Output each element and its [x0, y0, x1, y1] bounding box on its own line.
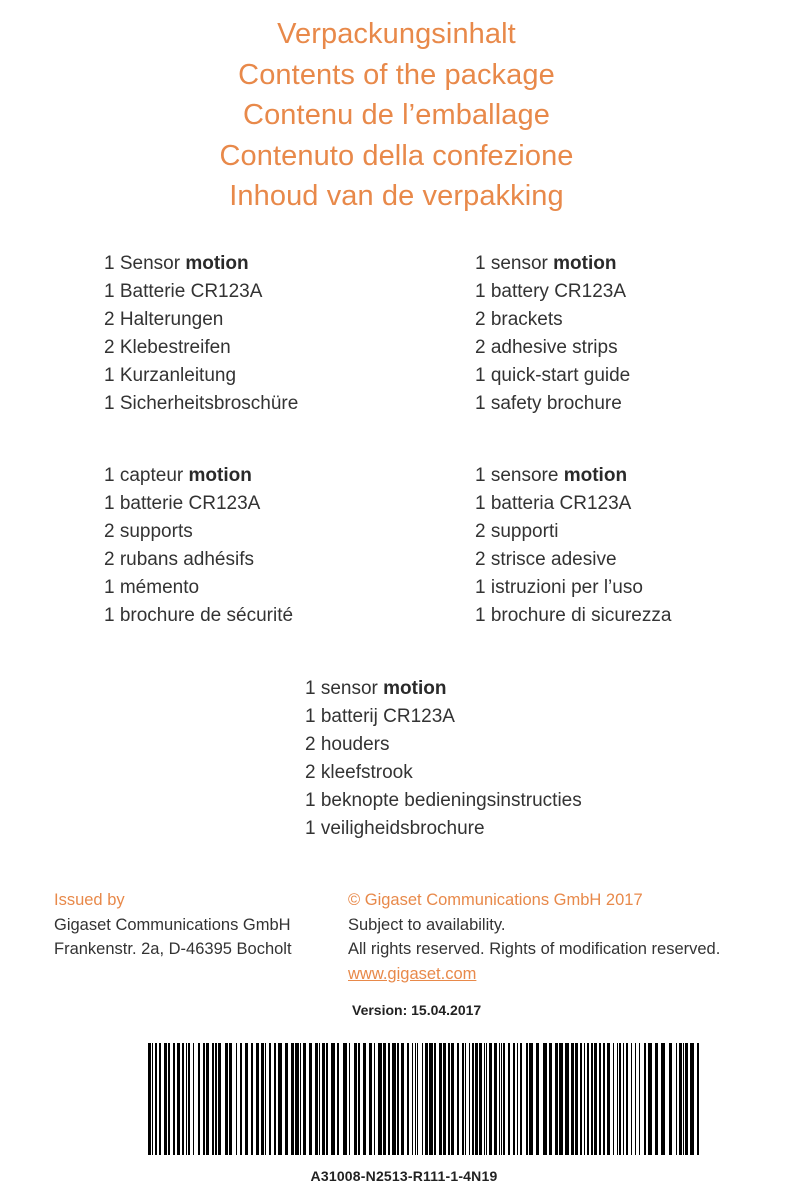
barcode-bar [429, 1043, 433, 1155]
list-item: 1 brochure de sécurité [104, 605, 294, 626]
barcode-bar [517, 1043, 518, 1155]
barcode-bar [443, 1043, 446, 1155]
barcode-bar [383, 1043, 386, 1155]
barcode-bar [164, 1043, 167, 1155]
list-item: 2 strisce adesive [475, 549, 617, 570]
barcode-bar [363, 1043, 366, 1155]
barcode-bar [300, 1043, 301, 1155]
barcode-bar [501, 1043, 502, 1155]
barcode-bar [315, 1043, 318, 1155]
list-item: 1 sensor motion [475, 253, 617, 274]
barcode-bar [631, 1043, 632, 1155]
list-item: 1 Batterie CR123A [104, 281, 263, 302]
contents-list-dutch [305, 675, 582, 843]
barcode-bar [648, 1043, 652, 1155]
version-label: Version: 15.04.2017 [352, 1002, 482, 1018]
barcode-bar [587, 1043, 589, 1155]
barcode-bar [623, 1043, 624, 1155]
barcode-bar [274, 1043, 276, 1155]
barcode-bar [513, 1043, 515, 1155]
barcode-bar [536, 1043, 539, 1155]
barcode-bar [354, 1043, 357, 1155]
barcode-bar [451, 1043, 454, 1155]
barcode-bar [559, 1043, 563, 1155]
barcode-bar [503, 1043, 505, 1155]
barcode-bar [679, 1043, 682, 1155]
barcode-bar [285, 1043, 288, 1155]
barcode-bar [251, 1043, 253, 1155]
barcode-bar [520, 1043, 522, 1155]
barcode-bar [685, 1043, 688, 1155]
barcode-bar [591, 1043, 593, 1155]
barcode-bar [319, 1043, 320, 1155]
list-item: 1 brochure di sicurezza [475, 605, 672, 626]
barcode-bar [229, 1043, 232, 1155]
barcode-bar [278, 1043, 282, 1155]
barcode-bar [644, 1043, 646, 1155]
barcode-bar [448, 1043, 450, 1155]
barcode-bar [401, 1043, 404, 1155]
list-item: 2 Klebestreifen [104, 337, 231, 358]
barcode-bar [193, 1043, 194, 1155]
barcode-bar [690, 1043, 694, 1155]
list-item: 1 istruzioni per l’uso [475, 577, 643, 598]
barcode-bar [499, 1043, 500, 1155]
barcode-bar [465, 1043, 466, 1155]
barcode-bar [603, 1043, 605, 1155]
barcode-bar [378, 1043, 382, 1155]
barcode-bar [434, 1043, 436, 1155]
list-item: 2 houders [305, 734, 390, 755]
barcode-bar [291, 1043, 294, 1155]
barcode-bar [218, 1043, 221, 1155]
list-item: 1 Kurzanleitung [104, 365, 237, 386]
barcode-bar [240, 1043, 242, 1155]
barcode-bar [349, 1043, 350, 1155]
barcode-bar [613, 1043, 614, 1155]
list-item: 2 kleefstrook [305, 762, 413, 783]
barcode-bar [322, 1043, 325, 1155]
barcode-bar [599, 1043, 601, 1155]
barcode-bar [203, 1043, 205, 1155]
barcode-bar [607, 1043, 610, 1155]
barcode-bar [555, 1043, 558, 1155]
barcode-bar [484, 1043, 485, 1155]
barcode-bar [565, 1043, 569, 1155]
barcode-bar [374, 1043, 375, 1155]
barcode-bar [186, 1043, 187, 1155]
barcode-bar [584, 1043, 585, 1155]
barcode-bar [265, 1043, 266, 1155]
barcode-bar [392, 1043, 396, 1155]
barcode-bar [571, 1043, 574, 1155]
list-item: 1 veiligheidsbrochure [305, 818, 485, 839]
list-item: 1 batteria CR123A [475, 493, 632, 514]
barcode-bar [388, 1043, 390, 1155]
barcode-bar [526, 1043, 528, 1155]
barcode-bar [462, 1043, 464, 1155]
title-it: Contenuto della confezione [219, 139, 574, 172]
rights-text: All rights reserved. Rights of modification reserved. [348, 940, 721, 958]
barcode-bar [669, 1043, 672, 1155]
barcode-bar [206, 1043, 209, 1155]
barcode-bar [529, 1043, 533, 1155]
availability-text: Subject to availability. [348, 915, 506, 934]
barcode-bar [225, 1043, 228, 1155]
barcode-bar [182, 1043, 184, 1155]
title-nl: Inhoud van de verpakking [229, 180, 564, 212]
barcode-bar [261, 1043, 264, 1155]
barcode-bar [148, 1043, 151, 1155]
barcode-bar [472, 1043, 474, 1155]
contents-list-german [104, 250, 298, 418]
issuer-address: Frankenstr. 2a, D-46395 Bocholt [54, 940, 292, 958]
website-link[interactable]: www.gigaset.com [348, 964, 477, 983]
barcode-bar [655, 1043, 658, 1155]
barcode-bar [697, 1043, 699, 1155]
list-item: 2 supporti [475, 521, 559, 542]
barcode-bar [407, 1043, 409, 1155]
list-item: 1 batterie CR123A [104, 493, 261, 514]
list-item: 2 adhesive strips [475, 337, 618, 358]
barcode-bar [489, 1043, 492, 1155]
barcode-bar [331, 1043, 335, 1155]
barcode-bar [256, 1043, 259, 1155]
package-contents-titles [0, 14, 793, 217]
barcode-bar [415, 1043, 416, 1155]
title-en: Contents of the package [238, 58, 555, 91]
barcode-bar [676, 1043, 677, 1155]
barcode-bar [494, 1043, 497, 1155]
barcode-bar [422, 1043, 423, 1155]
issuer-name: Gigaset Communications GmbH [54, 915, 291, 934]
list-item: 1 Sicherheitsbroschüre [104, 393, 299, 414]
list-item: 1 safety brochure [475, 393, 622, 414]
barcode-bar [177, 1043, 180, 1155]
barcode-bar [343, 1043, 347, 1155]
barcode-bar [580, 1043, 582, 1155]
list-item: 1 sensore motion [475, 465, 628, 486]
contents-list-english [475, 250, 630, 418]
barcode-bar [594, 1043, 597, 1155]
list-item: 1 quick-start guide [475, 365, 631, 386]
list-item: 2 brackets [475, 309, 563, 330]
barcode-bar [475, 1043, 478, 1155]
barcode-bar [245, 1043, 248, 1155]
barcode-bar [635, 1043, 636, 1155]
barcode-bar [303, 1043, 306, 1155]
barcode-bar [639, 1043, 640, 1155]
barcode-bar [425, 1043, 428, 1155]
barcode-bar [337, 1043, 339, 1155]
list-item: 2 rubans adhésifs [104, 549, 254, 570]
contents-list-french [104, 462, 293, 630]
barcode-number: A31008-N2513-R111-1-4N19 [310, 1168, 498, 1184]
issuer-block [54, 888, 292, 962]
barcode-bar [212, 1043, 214, 1155]
barcode-bar [358, 1043, 360, 1155]
copyright-block [348, 888, 720, 986]
barcode-bar [188, 1043, 190, 1155]
barcode-bar [198, 1043, 200, 1155]
barcode-bar [617, 1043, 618, 1155]
barcode-bar [619, 1043, 621, 1155]
barcode-bar [575, 1043, 578, 1155]
barcode [148, 1043, 699, 1155]
list-item: 2 Halterungen [104, 309, 224, 330]
barcode-bar [479, 1043, 482, 1155]
barcode-bar [152, 1043, 153, 1155]
title-fr: Contenu de l’emballage [243, 99, 550, 131]
barcode-bar [155, 1043, 157, 1155]
list-item: 1 battery CR123A [475, 281, 627, 302]
barcode-bar [417, 1043, 418, 1155]
issued-by-label: Issued by [54, 891, 125, 909]
list-item: 2 supports [104, 521, 193, 542]
barcode-bar [412, 1043, 413, 1155]
barcode-bar [469, 1043, 470, 1155]
barcode-bar [159, 1043, 161, 1155]
barcode-bar [683, 1043, 684, 1155]
barcode-bar [508, 1043, 510, 1155]
barcode-bar [215, 1043, 217, 1155]
barcode-bar [168, 1043, 170, 1155]
barcode-bar [549, 1043, 552, 1155]
barcode-bar [457, 1043, 459, 1155]
barcode-bar [369, 1043, 372, 1155]
barcode-bar [486, 1043, 487, 1155]
list-item: 1 mémento [104, 577, 200, 598]
list-item: 1 beknopte bedieningsinstructies [305, 790, 582, 811]
title-de: Verpackungsinhalt [277, 18, 516, 50]
barcode-bar [543, 1043, 547, 1155]
barcode-bar [326, 1043, 328, 1155]
contents-list-italian [475, 462, 671, 630]
barcode-bar [309, 1043, 312, 1155]
list-item: 1 Sensor motion [104, 253, 249, 274]
list-item: 1 capteur motion [104, 465, 252, 486]
barcode-bar [626, 1043, 628, 1155]
barcode-bar [439, 1043, 442, 1155]
barcode-bar [397, 1043, 399, 1155]
barcode-bar [295, 1043, 299, 1155]
list-item: 1 sensor motion [305, 678, 447, 699]
barcode-bar [236, 1043, 237, 1155]
barcode-bar [661, 1043, 665, 1155]
barcode-bar [173, 1043, 175, 1155]
barcode-bar [269, 1043, 271, 1155]
copyright-text: © Gigaset Communications GmbH 2017 [348, 891, 643, 909]
list-item: 1 batterij CR123A [305, 706, 455, 727]
